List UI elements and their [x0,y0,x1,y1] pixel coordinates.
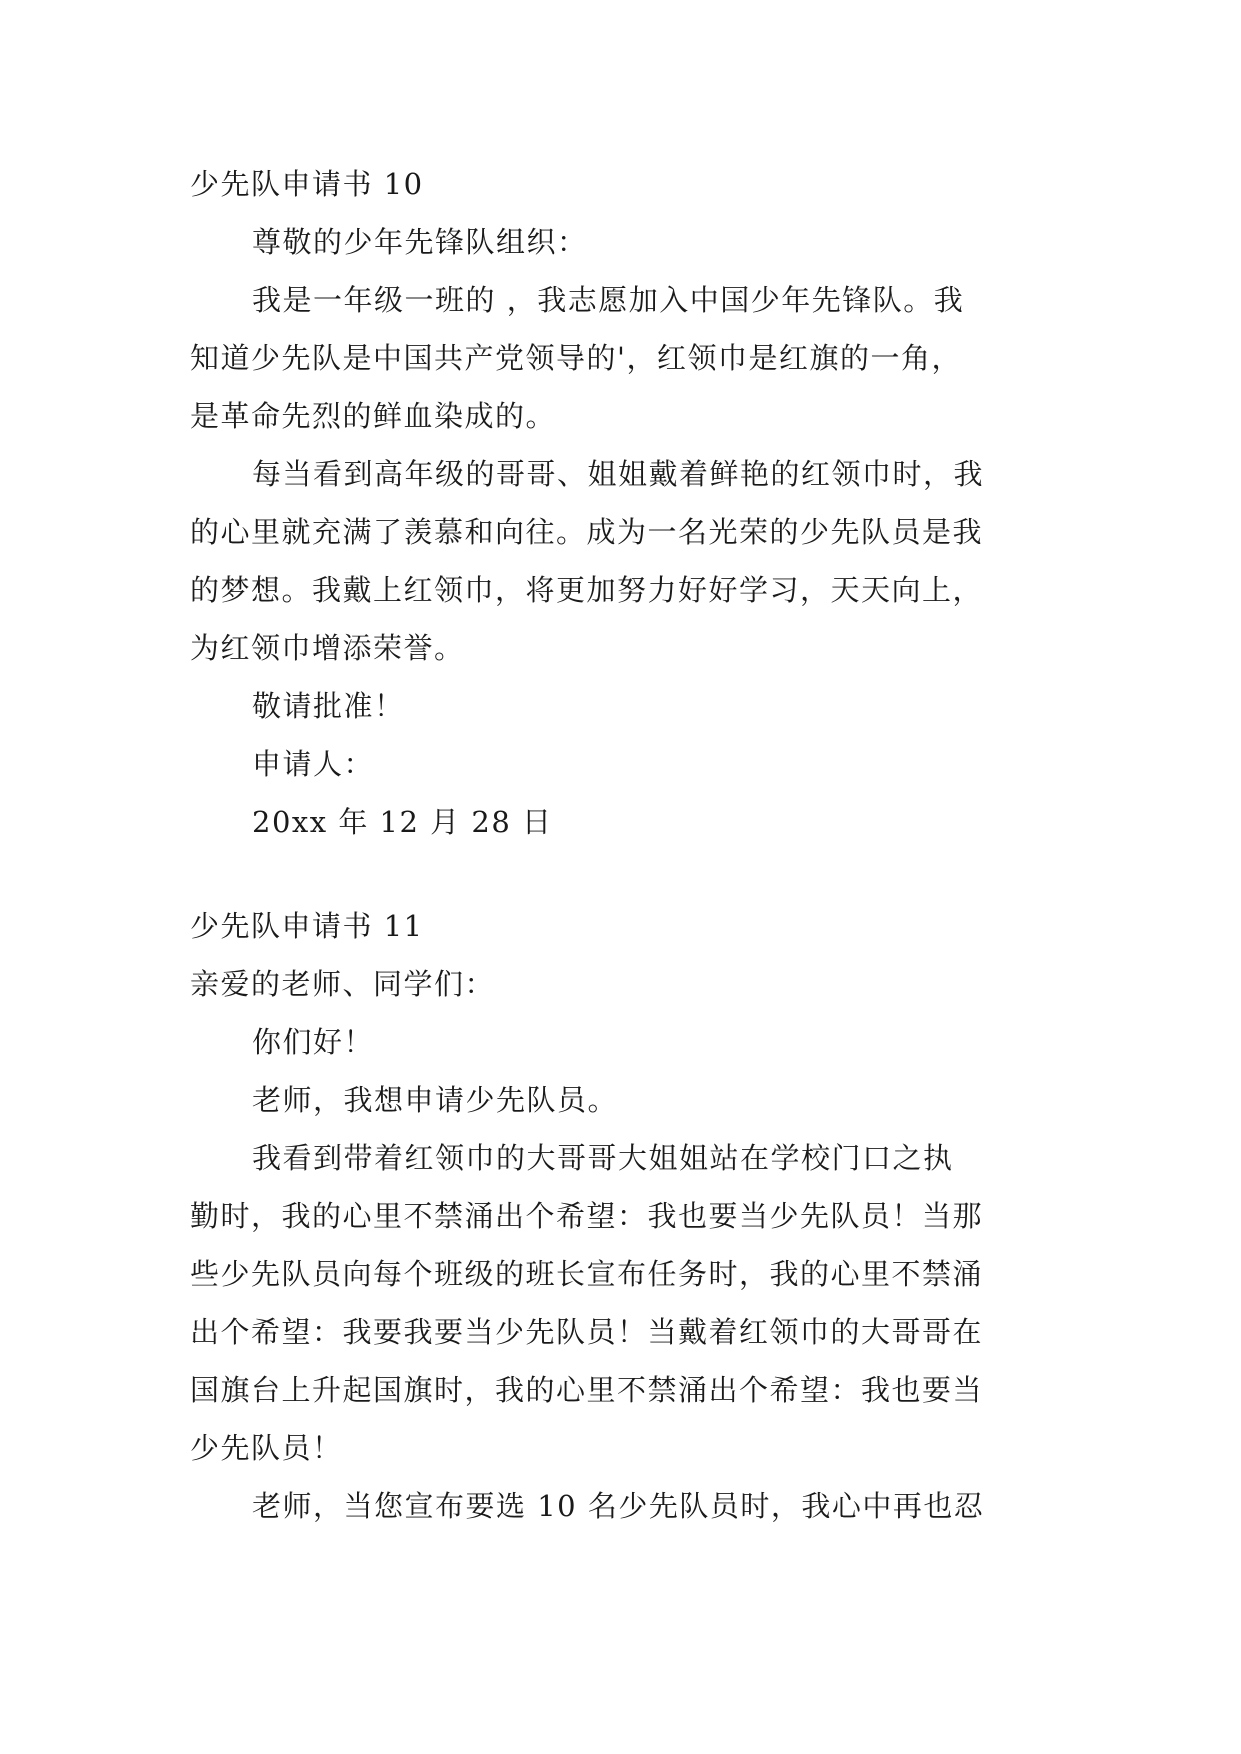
document-body [190,155,1070,1535]
letter-11-paragraph-2-line: 国旗台上升起国旗时，我的心里不禁涌出个希望：我也要当 [190,1373,984,1407]
letter-10-paragraph-2-line: 的心里就充满了羡慕和向往。成为一名光荣的少先队员是我 [190,515,984,549]
letter-11-paragraph-2-line: 我看到带着红领巾的大哥哥大姐姐站在学校门口之执 [252,1141,954,1175]
letter-11-title: 少先队申请书 11 [190,909,424,943]
letter-10-applicant: 申请人： [252,747,375,781]
letter-10-paragraph-1-line: 知道少先队是中国共产党领导的'，红领巾是红旗的一角， [190,341,962,375]
letter-10-title: 少先队申请书 10 [190,167,424,201]
letter-11-paragraph-2-line: 些少先队员向每个班级的班长宣布任务时，我的心里不禁涌 [190,1257,984,1291]
section-gap [190,851,1070,897]
letter-11-paragraph-2-line: 出个希望：我要我要当少先队员！当戴着红领巾的大哥哥在 [190,1315,984,1349]
letter-10-closing: 敬请批准！ [252,689,405,723]
letter-10-paragraph-2-line: 的梦想。我戴上红领巾，将更加努力好好学习，天天向上， [190,573,984,607]
letter-10-paragraph-2-line: 为红领巾增添荣誉。 [190,631,465,665]
letter-11-paragraph-2-line: 少先队员！ [190,1431,343,1465]
letter-11-paragraph-2-line: 勤时，我的心里不禁涌出个希望：我也要当少先队员！当那 [190,1199,984,1233]
letter-10-paragraph-2-line: 每当看到高年级的哥哥、姐姐戴着鲜艳的红领巾时，我 [252,457,985,491]
letter-11-salutation: 亲爱的老师、同学们： [190,967,496,1001]
letter-10-paragraph-1-line: 是革命先烈的鲜血染成的。 [190,399,557,433]
letter-10-date: 20xx 年 12 月 28 日 [252,805,553,839]
letter-11-greeting: 你们好！ [252,1025,375,1059]
letter-11-paragraph-3: 老师，当您宣布要选 10 名少先队员时，我心中再也忍 [252,1489,985,1523]
letter-10-paragraph-1-line: 我是一年级一班的 ，我志愿加入中国少年先锋队。我 [252,283,965,317]
letter-10-salutation: 尊敬的少年先锋队组织： [252,225,588,259]
letter-11-paragraph-1: 老师，我想申请少先队员。 [252,1083,619,1117]
